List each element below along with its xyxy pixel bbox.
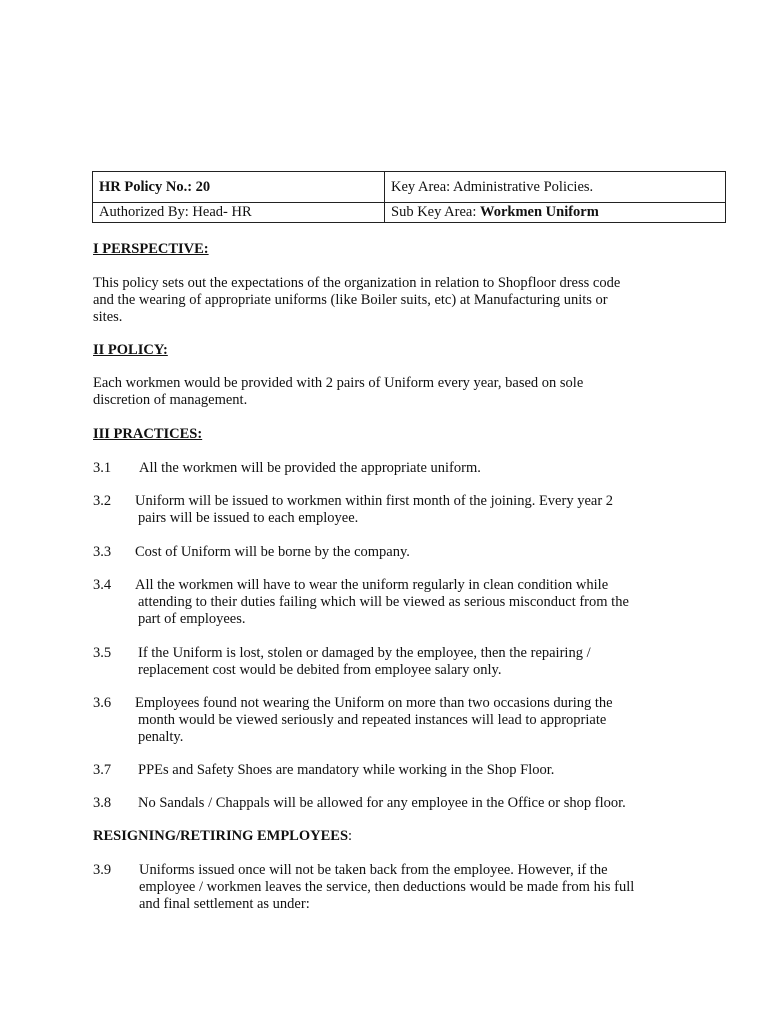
item-text: month would be viewed seriously and repeated instances will lead to appropriate [138, 712, 607, 728]
item-text: and final settlement as under: [139, 896, 310, 912]
key-area-cell [385, 172, 726, 203]
item-text: replacement cost would be debited from employee salary only. [138, 662, 502, 678]
authorized-by-cell [93, 203, 385, 223]
item-number: 3.7 [93, 762, 112, 778]
item-text: pairs will be issued to each employee. [138, 510, 359, 526]
item-text: penalty. [138, 729, 184, 745]
item-text: part of employees. [138, 611, 246, 627]
header-row-2 [93, 203, 726, 223]
paragraph-line: and the wearing of appropriate uniforms (like Boiler suits, etc) at Manufacturing units or [93, 292, 608, 308]
resigning-heading [93, 828, 352, 845]
item-text: employee / workmen leaves the service, then deductions would be made from his full [139, 879, 635, 895]
policy-paragraph [93, 375, 693, 409]
item-text: Cost of Uniform will be borne by the company. [135, 544, 410, 560]
practices-heading: III PRACTICES: [93, 426, 203, 442]
item-text: Uniforms issued once will not be taken back from the employee. However, if the [139, 862, 608, 878]
item-text: All the workmen will be provided the appropriate uniform. [139, 460, 481, 476]
item-number: 3.3 [93, 544, 112, 560]
policy-heading: II POLICY: [93, 342, 168, 358]
item-text: PPEs and Safety Shoes are mandatory while working in the Shop Floor. [138, 762, 555, 778]
item-text: No Sandals / Chappals will be allowed for any employee in the Office or shop floor. [138, 795, 626, 811]
paragraph-line: This policy sets out the expectations of the organization in relation to Shopfloor dress code [93, 275, 621, 291]
item-number: 3.5 [93, 645, 112, 661]
key-area: Key Area: Administrative Policies. [391, 178, 594, 195]
item-number: 3.9 [93, 862, 112, 878]
paragraph-line: Each workmen would be provided with 2 pairs of Uniform every year, based on sole [93, 375, 584, 391]
item-number: 3.6 [93, 695, 112, 711]
item-number: 3.1 [93, 460, 112, 476]
item-text: Uniform will be issued to workmen within first month of the joining. Every year 2 [135, 493, 614, 509]
sub-key-area-cell [385, 203, 726, 223]
item-text: attending to their duties failing which will be viewed as serious misconduct from the [138, 594, 629, 610]
item-number: 3.2 [93, 493, 112, 509]
paragraph-line: sites. [93, 309, 123, 325]
sub-key-area-label: Sub Key Area: [391, 204, 480, 220]
perspective-heading: I PERSPECTIVE: [93, 241, 209, 257]
header-row-1 [93, 172, 726, 203]
item-text: Employees found not wearing the Uniform on more than two occasions during the [135, 695, 613, 711]
resigning-heading-text: RESIGNING/RETIRING EMPLOYEES [93, 828, 349, 844]
policy-number-cell [93, 172, 385, 203]
policy-header-table [92, 171, 726, 223]
policy-number: HR Policy No.: 20 [99, 178, 211, 195]
item-text: If the Uniform is lost, stolen or damaged by the employee, then the repairing / [138, 645, 591, 661]
item-text: All the workmen will have to wear the uniform regularly in clean condition while [135, 577, 609, 593]
item-number: 3.4 [93, 577, 112, 593]
sub-key-area-value: Workmen Uniform [480, 204, 599, 220]
item-number: 3.8 [93, 795, 112, 811]
authorized-by: Authorized By: Head- HR [99, 204, 252, 220]
resigning-heading-colon: : [348, 828, 353, 844]
perspective-paragraph [93, 275, 693, 326]
paragraph-line: discretion of management. [93, 392, 248, 408]
